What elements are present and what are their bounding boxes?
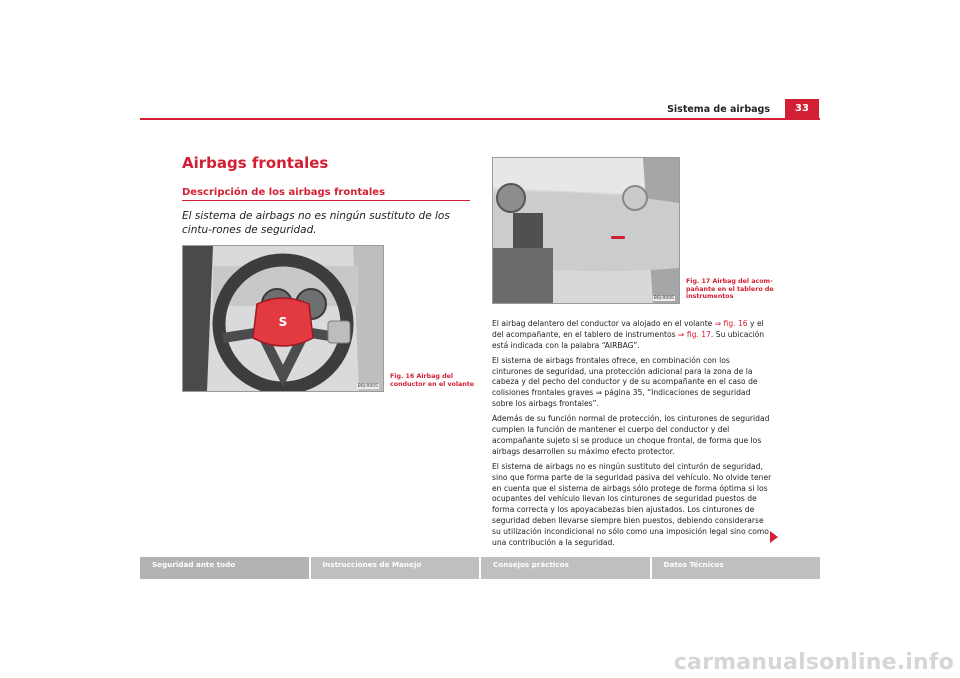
next-page-arrow-icon[interactable]	[770, 531, 778, 543]
paragraph-protection: El sistema de airbags frontales ofrece, en combinación con los cinturones de seguridad, una protección adicional para la zona de la cabeza y del pecho del conductor y de su acompañante en el caso de colisiones frontales graves ⇒ página 35, “Indicaciones de seguridad sobre los airbags frontales”.	[492, 355, 758, 409]
svg-text:S: S	[278, 315, 288, 329]
section-title: Sistema de airbags	[667, 104, 770, 115]
tab-consejos[interactable]: Consejos prácticos	[481, 557, 650, 579]
dashboard-illustration	[493, 158, 679, 303]
figure-code: B6J-0005	[357, 384, 378, 389]
watermark: carmanualsonline.info	[673, 650, 954, 675]
text-run: y el del acompañante, en el tablero de instrumentos	[492, 319, 764, 339]
paragraph-airbag-location	[492, 319, 772, 351]
tab-seguridad[interactable]: Seguridad ante todo	[140, 557, 309, 579]
figure-16-link[interactable]: ⇒ fig. 16	[714, 319, 748, 328]
figure-passenger-airbag	[492, 157, 680, 304]
page-title: Airbags frontales	[182, 154, 329, 172]
section-subtitle: Descripción de los airbags frontales	[182, 187, 386, 198]
steering-wheel-illustration	[183, 246, 383, 391]
tab-instrucciones[interactable]: Instrucciones de Manejo	[311, 557, 480, 579]
header-divider	[140, 118, 820, 120]
subtitle-divider	[182, 200, 470, 201]
body-text	[492, 319, 772, 553]
paragraph-seatbelts: Además de su función normal de protección, los cinturones de seguridad cumplen la función de mantener el cuerpo del conductor y del acompañante sujeto si se produce un choque frontal, de forma que los airbags desarrollen su máximo efecto protector.	[492, 414, 770, 456]
text-run: . Su ubicación está indicada con la palabra “AIRBAG”.	[492, 329, 765, 350]
figure-17-caption: Fig. 17 Airbag del acom-pañante en el tablero de instrumentos	[686, 278, 774, 301]
footer-nav	[140, 557, 820, 579]
figure-16-caption: Fig. 16 Airbag del conductor en el volante	[390, 373, 475, 388]
text-run: El airbag delantero del conductor va alojado en el volante	[492, 319, 715, 328]
figure-code: B6J-0006	[653, 296, 674, 301]
page-number: 33	[785, 99, 819, 118]
lead-paragraph: El sistema de airbags no es ningún sustituto de los cintu-rones de seguridad.	[182, 210, 450, 236]
tab-datos[interactable]: Datos Técnicos	[652, 557, 821, 579]
figure-17-link[interactable]: ⇒ fig. 17	[678, 329, 711, 339]
figure-steering-wheel-airbag	[182, 245, 384, 392]
paragraph-passive-safety: El sistema de airbags no es ningún sustituto del cinturón de seguridad, sino que forma parte de la seguridad pasiva del vehículo. No olvide tener en cuenta que el sistema de airbags sólo protege de forma óptima si los ocupantes del vehículo llevan los cinturones de seguridad puestos de forma correcta y los apoyacabezas bien ajustados. Los cinturones de seguridad deben llevarse siempre bien puestos, debiendo considerarse su utilización incondicional no sólo como una imposición legal sino como una contribución a la seguridad.	[492, 462, 772, 547]
